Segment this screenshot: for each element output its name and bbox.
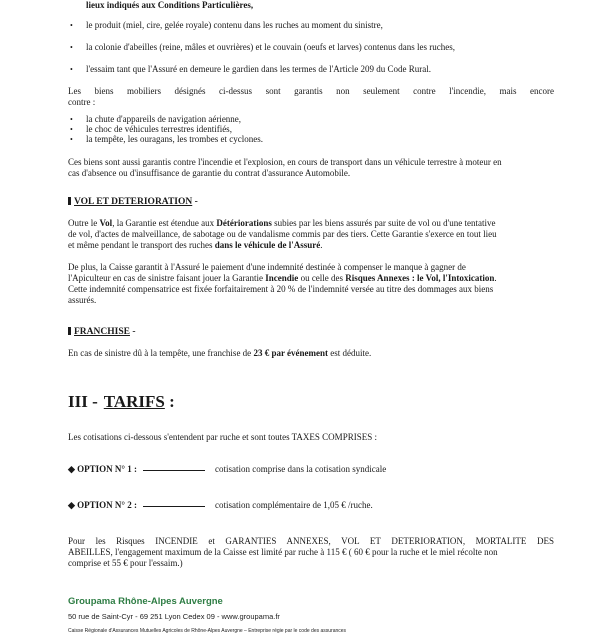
list-item: l'essaim tant que l'Assuré en demeure le gardien dans les termes de l'Article 209 du Code Rural. bbox=[86, 64, 432, 74]
list-item: la colonie d'abeilles (reine, mâles et ouvrières) et le couvain (oeufs et larves) contenus dans les ruches, bbox=[86, 42, 455, 52]
vol-paragraph-line-3: et même pendant le transport des ruches dans le véhicule de l'Assuré. bbox=[68, 240, 323, 250]
bullet-icon: • bbox=[70, 115, 73, 124]
option-2-row bbox=[68, 500, 373, 511]
transport-line-2: cas d'absence ou d'insuffisance de garantie du contrat d'assurance Automobile. bbox=[68, 168, 351, 178]
option-2-blank-field bbox=[143, 506, 205, 507]
vol-paragraph-line-2: de vol, d'actes de malveillance, de sabotage ou de vandalisme commis par des tiers. Cette Garantie s'exerce en tout lieu bbox=[68, 229, 497, 239]
bullet-icon: • bbox=[70, 135, 73, 144]
bullet-icon: • bbox=[70, 21, 73, 30]
tarifs-intro: Les cotisations ci-dessous s'entendent par ruche et sont toutes TAXES COMPRISES : bbox=[68, 432, 377, 442]
bullet-icon: • bbox=[70, 65, 73, 74]
option-1-text: cotisation comprise dans la cotisation syndicale bbox=[215, 464, 387, 474]
vol-paragraph-line-1: Outre le Vol, la Garantie est étendue aux Détériorations subies par les biens assurés par suite de vol ou d'une tentative bbox=[68, 218, 496, 228]
transport-line-1: Ces biens sont aussi garantis contre l'incendie et l'explosion, en cours de transport dans un véhicule terrestre à moteur en bbox=[68, 157, 502, 167]
mobiliers-intro-1: Les biens mobiliers désignés ci-dessus sont garantis non seulement contre l'incendie, mais encore bbox=[68, 86, 554, 96]
section-marker-icon bbox=[68, 327, 71, 335]
risks-line-2: ABEILLES, l'engagement maximum de la Caisse est limité par ruche à 115 € ( 60 € pour la ruche et le miel récolte non bbox=[68, 547, 498, 557]
footer-legal: Caisse Régionale d'Assurances Mutuelles Agricoles de Rhône-Alpes Auvergne – Entreprise régie par le code des assurances bbox=[68, 628, 347, 634]
intro-line: lieux indiqués aux Conditions Particulières, bbox=[86, 0, 254, 10]
list-item: le choc de véhicules terrestres identifiés, bbox=[86, 124, 232, 134]
section-heading-franchise: FRANCHISE - bbox=[68, 326, 136, 338]
option-1-label: ◆ OPTION N° 1 : bbox=[68, 464, 138, 474]
franchise-text: En cas de sinistre dû à la tempête, une franchise de 23 € par événement est déduite. bbox=[68, 348, 372, 358]
section-marker-icon bbox=[68, 197, 71, 205]
option-1-row bbox=[68, 464, 386, 475]
list-item: la chute d'appareils de navigation aérienne, bbox=[86, 114, 242, 124]
indemnite-line-4: assurés. bbox=[68, 295, 97, 305]
footer-brand: Groupama Rhône-Alpes Auvergne bbox=[68, 596, 223, 607]
bullet-icon: • bbox=[70, 43, 73, 52]
indemnite-line-1: De plus, la Caisse garantit à l'Assuré le paiement d'une indemnité destinée à compenser le manque à gagner de bbox=[68, 262, 466, 272]
tarifs-heading: III - TARIFS : bbox=[68, 392, 175, 411]
list-item: le produit (miel, cire, gelée royale) contenu dans les ruches au moment du sinistre, bbox=[86, 20, 383, 30]
indemnite-line-2: l'Apiculteur en cas de sinistre faisant jouer la Garantie Incendie ou celle des Risques Annexes : le Vol, l'Intoxication. bbox=[68, 273, 497, 283]
list-item: la tempête, les ouragans, les trombes et cyclones. bbox=[86, 134, 263, 144]
indemnite-line-3: Cette indemnité compensatrice est fixée forfaitairement à 20 % de l'indemnité versée au titre des dommages aux biens bbox=[68, 284, 494, 294]
option-2-label: ◆ OPTION N° 2 : bbox=[68, 500, 138, 510]
option-2-text: cotisation complémentaire de 1,05 € /ruche. bbox=[215, 500, 373, 510]
mobiliers-intro-2: contre : bbox=[68, 97, 96, 107]
risks-line-1: Pour les Risques INCENDIE et GARANTIES ANNEXES, VOL ET DETERIORATION, MORTALITE DES bbox=[68, 536, 554, 546]
section-heading-vol: VOL ET DETERIORATION - bbox=[68, 196, 198, 208]
footer-address: 50 rue de Saint-Cyr - 69 251 Lyon Cedex 09 - www.groupama.fr bbox=[68, 612, 280, 621]
bullet-icon: • bbox=[70, 125, 73, 134]
risks-line-3: comprise et 55 € pour l'essaim.) bbox=[68, 558, 183, 568]
option-1-blank-field bbox=[143, 470, 205, 471]
